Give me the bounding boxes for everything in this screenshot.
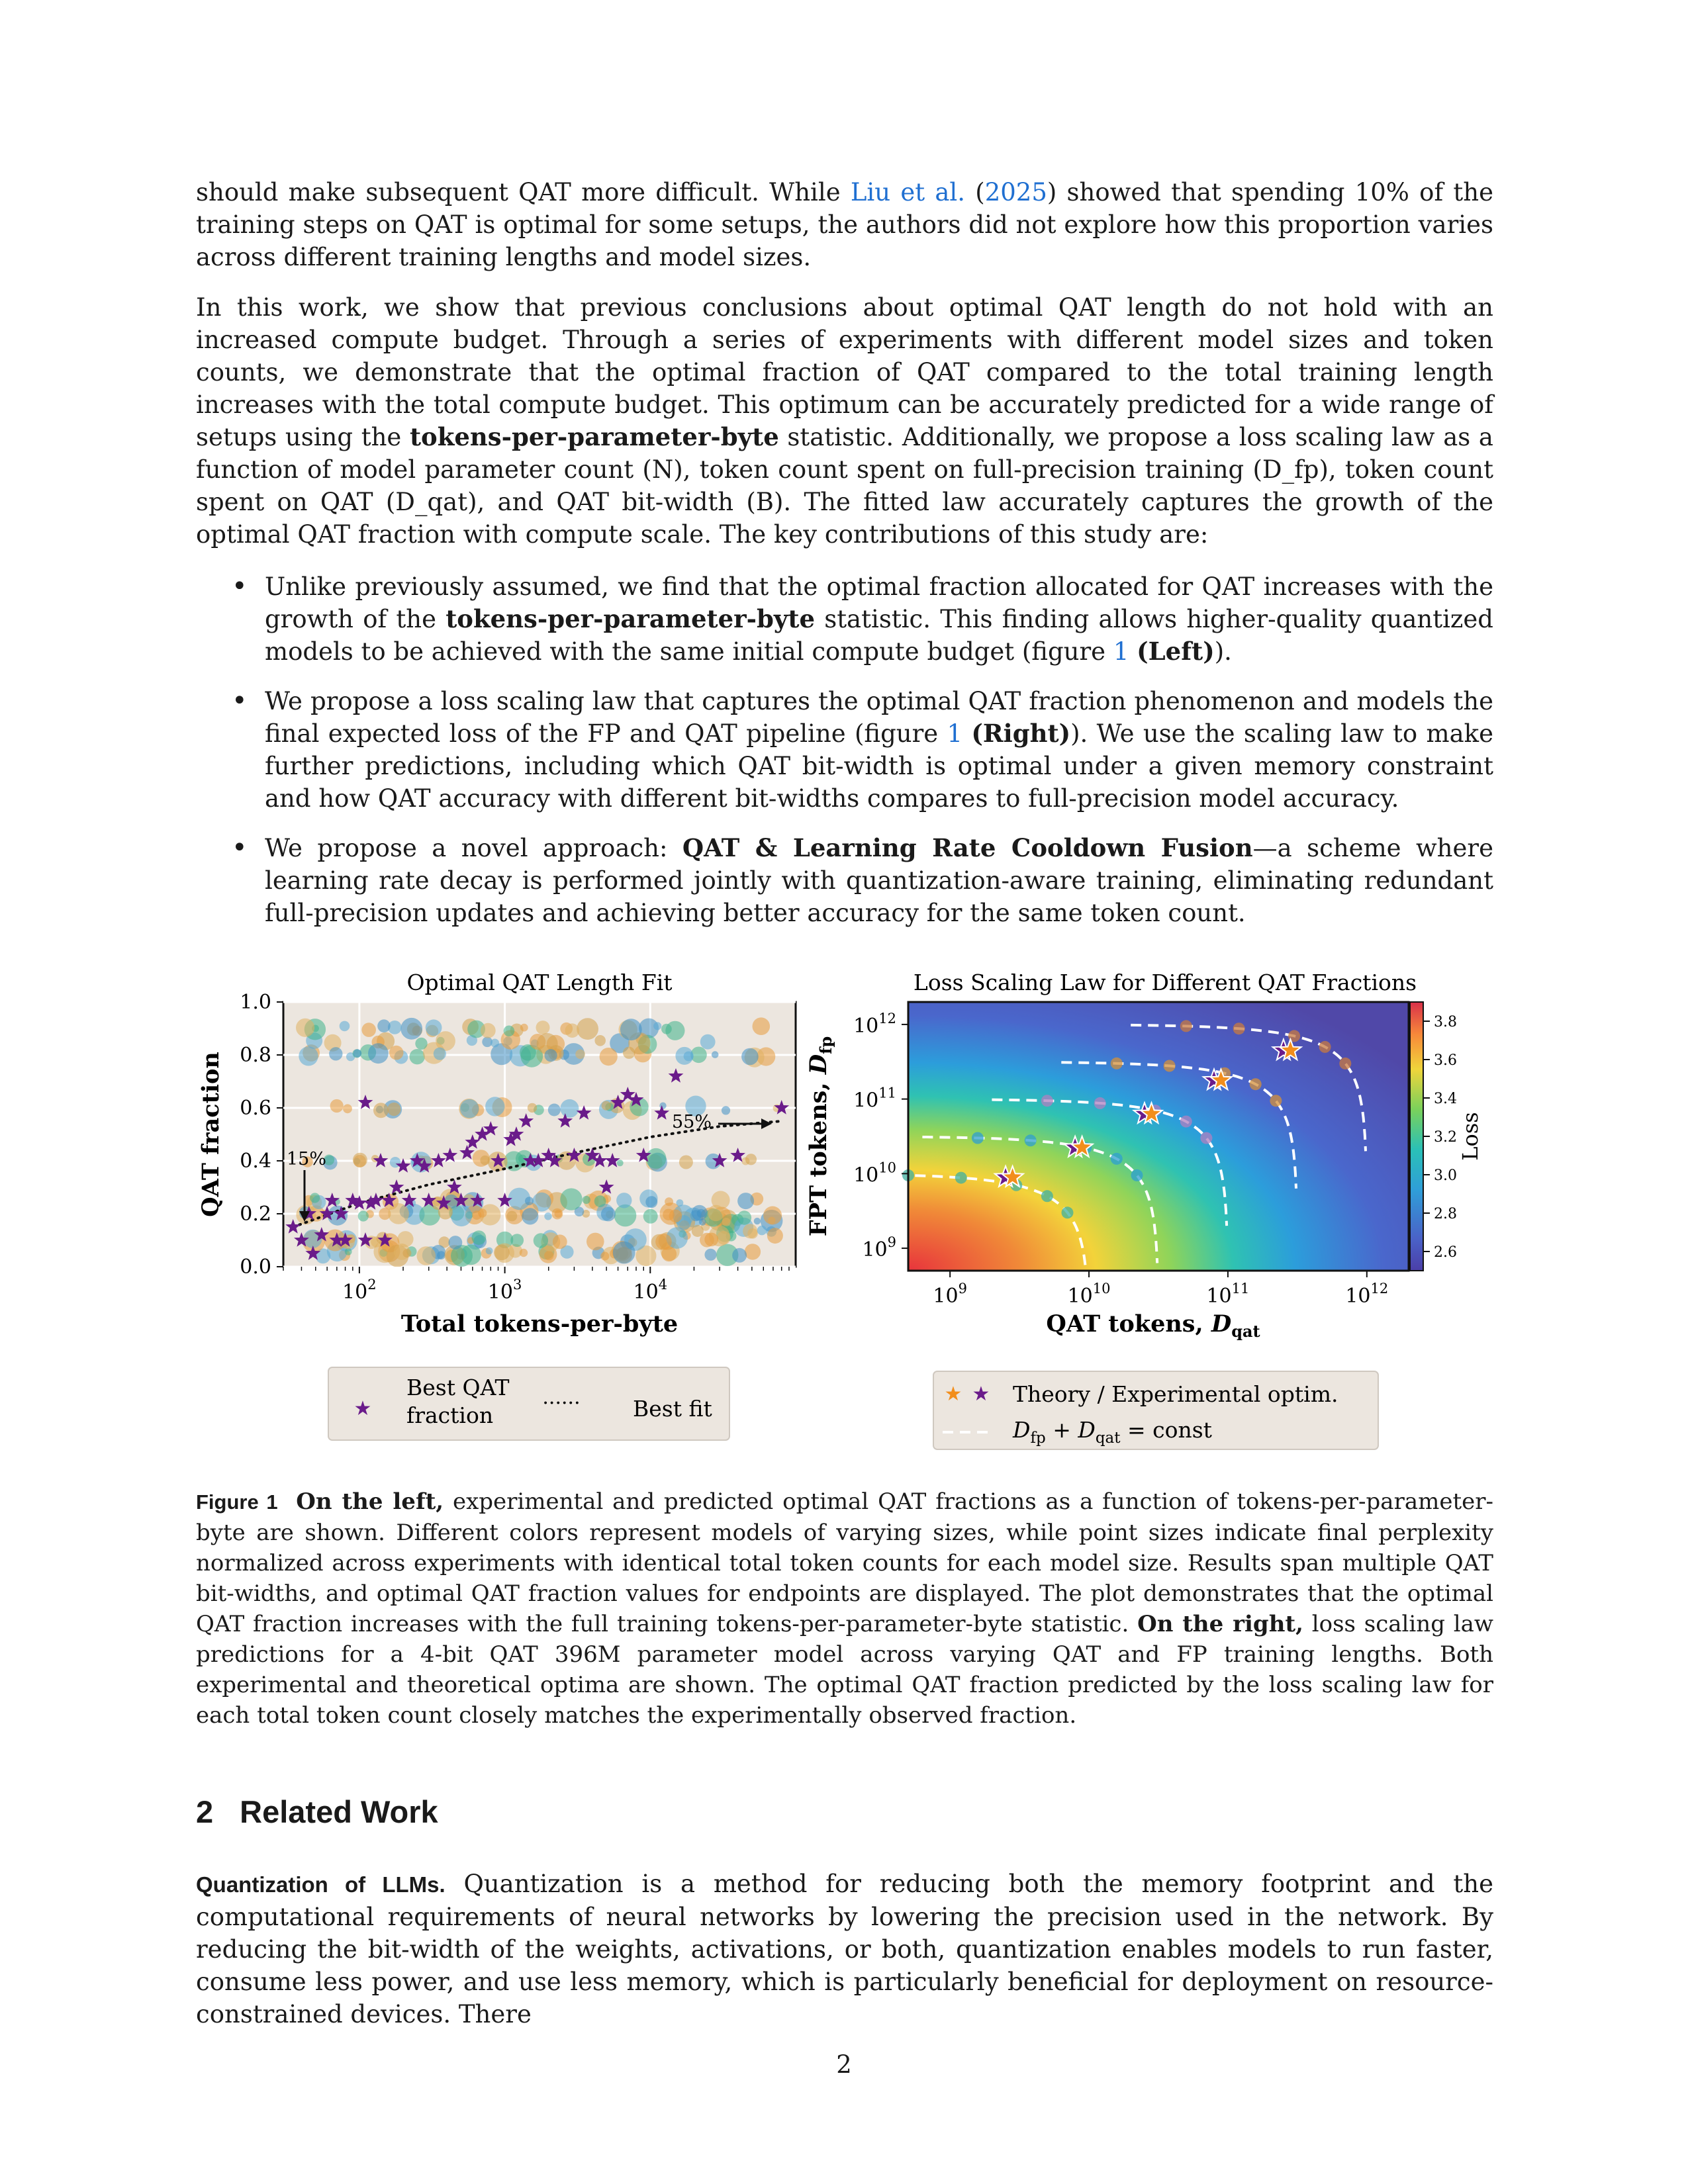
bubble-point — [522, 1208, 538, 1224]
bubble-point — [340, 1021, 350, 1032]
bubble-point — [520, 1024, 528, 1032]
bubble-point — [763, 1206, 782, 1225]
bubble-point — [528, 1103, 537, 1113]
bubble-point — [544, 1212, 551, 1220]
bubble-point — [525, 1197, 534, 1205]
right-xlabel: QAT tokens, $D_{qat}$ — [1046, 1310, 1260, 1341]
bubble-point — [486, 1248, 493, 1255]
bubble-point — [692, 1205, 708, 1221]
bubble-point — [494, 1245, 510, 1261]
contribution-3-text: We propose a novel approach: — [265, 834, 682, 862]
legend-star-icon: ★ — [353, 1397, 372, 1420]
subsection-heading: Quantization of LLMs. — [196, 1872, 445, 1897]
bubble-point — [575, 1050, 585, 1060]
section-title: Related Work — [240, 1794, 438, 1829]
bubble-point — [704, 1233, 718, 1247]
figure-ref-link[interactable]: 1 — [1113, 637, 1129, 666]
bubble-point — [600, 1251, 609, 1260]
experiment-point — [1094, 1097, 1106, 1109]
paragraph-2 — [196, 291, 1493, 551]
contribution-3-text-2: —a scheme where learning rate decay is performed jointly with quantization-aware training, eliminating redundant full-precision updates and achieving better accuracy for the same token count. — [265, 834, 1493, 927]
ytick-label: 0.4 — [240, 1150, 271, 1173]
bubble-point — [329, 1047, 342, 1060]
contribution-3 — [232, 832, 1493, 929]
bubble-point — [722, 1106, 730, 1115]
space — [962, 719, 971, 748]
xtick-label: $10^2$ — [342, 1277, 377, 1304]
contribution-2-boldref: (Right) — [971, 719, 1071, 748]
contribution-1-text: Unlike previously assumed, we find that the optimal fraction allocated for QAT increases with the growth of the — [265, 572, 1493, 633]
colorbar-tick-label: 3.0 — [1434, 1167, 1457, 1184]
contribution-3-bold: QAT & Learning Rate Cooldown Fusion — [682, 833, 1253, 862]
bubble-point — [745, 1154, 757, 1165]
legend-dotted-line-icon: ······ — [542, 1392, 581, 1415]
left-xlabel: Total tokens-per-byte — [400, 1310, 679, 1338]
bubble-point — [722, 1218, 731, 1226]
ytick-label: $10^{12}$ — [853, 1010, 896, 1038]
caption-label: Figure 1 — [196, 1490, 278, 1514]
contribution-1-bold: tokens-per-parameter-byte — [445, 604, 815, 633]
bubble-point — [520, 1249, 528, 1257]
subsection-paragraph — [196, 1868, 1493, 2030]
caption-bold-2: On the right, — [1137, 1611, 1303, 1637]
bubble-point — [754, 1218, 761, 1224]
citation-author-link[interactable]: Liu et al. — [850, 178, 966, 206]
bubble-point — [663, 1209, 675, 1221]
ytick-label: 0.0 — [240, 1255, 271, 1279]
bubble-point — [485, 1097, 504, 1116]
contribution-1-end: ). — [1214, 637, 1232, 666]
bubble-point — [613, 1242, 635, 1264]
bubble-point — [620, 1019, 642, 1040]
bubble-point — [677, 1199, 684, 1206]
experiment-point — [1041, 1190, 1053, 1202]
bubble-point — [661, 1024, 672, 1034]
bubble-point — [553, 1234, 567, 1249]
right-yticks — [853, 1011, 908, 1261]
bubble-point — [481, 1023, 496, 1038]
colorbar-tick-label: 3.2 — [1434, 1129, 1457, 1146]
bubble-point — [708, 1205, 724, 1222]
bubble-point — [692, 1225, 704, 1237]
figure-ref-link[interactable]: 1 — [947, 719, 963, 748]
figure-caption — [196, 1486, 1493, 1731]
figure-1 — [0, 953, 1688, 1482]
bubble-point — [643, 1209, 658, 1224]
annotation-15: 15% — [287, 1149, 327, 1169]
experiment-point — [1180, 1020, 1192, 1032]
bubble-point — [389, 1046, 404, 1060]
ytick-label: 1.0 — [240, 991, 271, 1014]
colorbar — [1410, 1002, 1423, 1271]
bubble-point — [545, 1049, 557, 1062]
bubble-point — [310, 1193, 320, 1203]
bubble-point — [655, 1234, 672, 1250]
bubble-point — [560, 1188, 582, 1210]
experiment-point — [1200, 1132, 1212, 1144]
legend-line-label: Best fit — [633, 1396, 712, 1422]
experiment-point — [1250, 1078, 1262, 1090]
bubble-point — [451, 1205, 472, 1226]
colorbar-tick-label: 3.6 — [1434, 1052, 1457, 1069]
bubble-point — [645, 1196, 657, 1208]
bubble-point — [617, 1160, 624, 1166]
bubble-point — [387, 1103, 400, 1116]
bubble-point — [373, 1103, 389, 1118]
xtick-label: $10^9$ — [933, 1281, 967, 1308]
bubble-point — [296, 1019, 314, 1037]
bubble-point — [377, 1019, 391, 1032]
paragraph-1 — [196, 176, 1493, 273]
experiment-point — [955, 1172, 967, 1184]
bubble-point — [504, 1026, 515, 1037]
legend-const-label: $D_{fp} + D_{qat}$ = const — [1013, 1417, 1212, 1447]
citation-paren: ( — [965, 178, 985, 206]
page-number: 2 — [836, 2050, 852, 2079]
experiment-point — [972, 1132, 984, 1144]
bubble-point — [417, 1246, 436, 1265]
xtick-label: $10^{11}$ — [1206, 1281, 1250, 1308]
left-chart-title: Optimal QAT Length Fit — [406, 970, 673, 995]
experiment-point — [1111, 1153, 1123, 1165]
bubble-point — [594, 1035, 606, 1046]
bubble-point — [402, 1249, 411, 1257]
bubble-point — [745, 1244, 761, 1259]
experiment-point — [1180, 1116, 1192, 1128]
bubble-point — [560, 1099, 579, 1118]
bubble-point — [753, 1017, 771, 1035]
bubble-point — [507, 1211, 518, 1222]
bubble-point — [675, 1047, 693, 1065]
bubble-point — [737, 1193, 754, 1209]
bubble-point — [472, 1230, 487, 1245]
experiment-point — [1233, 1023, 1245, 1034]
colorbar-tick-label: 2.8 — [1434, 1206, 1457, 1222]
bubble-point — [659, 1103, 666, 1109]
bubble-point — [368, 1043, 389, 1064]
experiment-point — [1041, 1095, 1053, 1107]
colorbar-tick-label: 3.4 — [1434, 1091, 1457, 1107]
contribution-2-text-2: ). We use the scaling law to make further predictions, including which QAT bit-width is optimal under a given memory constraint and how QAT accuracy with different bit-widths compares to full-precision model accuracy. — [265, 719, 1493, 813]
paragraph-2-bold: tokens-per-parameter-byte — [409, 422, 779, 451]
ytick-label: $10^9$ — [862, 1234, 896, 1262]
bubble-point — [737, 1210, 751, 1224]
bubble-point — [577, 1018, 598, 1040]
experiment-point — [1270, 1095, 1282, 1107]
bubble-point — [586, 1233, 604, 1251]
bubble-point — [732, 1248, 747, 1263]
bubble-point — [361, 1023, 376, 1037]
legend-optim-label: Theory / Experimental optim. — [1013, 1381, 1338, 1407]
bubble-point — [544, 1251, 553, 1260]
caption-text-2: loss scaling law predictions for a 4-bit QAT 396M parameter model across varying QAT and FP training lengths. Both experimental and theoretical optima are shown. The optimal QAT fraction predicted by the loss scaling law for each total token count closely matches the experimentally observed fraction. — [196, 1611, 1493, 1729]
experiment-point — [1062, 1206, 1074, 1218]
legend-theory-star-icon: ★ — [944, 1383, 962, 1406]
bubble-point — [536, 1021, 550, 1034]
ytick-label: 0.6 — [240, 1097, 271, 1120]
experiment-point — [1025, 1134, 1037, 1146]
section-number: 2 — [196, 1794, 214, 1829]
paragraph-2-text-2: statistic. Additionally, we propose a loss scaling law as a function of model parameter count (N), token count spent on full-precision training (D_fp), token count spent on QAT (D_qat), and QAT bit-width (B). The fitted law accurately captures the growth of the optimal QAT fraction with compute scale. The key contributions of this study are: — [196, 423, 1493, 549]
bubble-point — [510, 1234, 524, 1247]
experiment-point — [1111, 1058, 1123, 1069]
bubble-point — [757, 1226, 767, 1236]
bubble-point — [747, 1228, 758, 1239]
bubble-point — [343, 1104, 352, 1113]
bubble-point — [534, 1233, 548, 1248]
paragraph-1-text: should make subsequent QAT more difficult. While — [196, 178, 851, 206]
contribution-1-text-2: statistic. This finding allows higher-quality quantized models to be achieved with the same initial compute budget (figure — [265, 605, 1493, 666]
ytick-label: $10^{11}$ — [853, 1085, 896, 1113]
colorbar-tick-label: 2.6 — [1434, 1244, 1457, 1261]
bubble-point — [415, 1038, 427, 1050]
paragraph-2-text: In this work, we show that previous conclusions about optimal QAT length do not hold with an increased compute budget. Through a series of experiments with different model sizes and token counts, we demonstrate that the optimal fraction of QAT compared to the total training length increases with the total compute budget. This optimum can be accurately predicted for a wide range of setups using the — [196, 293, 1493, 451]
bubble-point — [353, 1049, 362, 1058]
bubble-point — [767, 1228, 783, 1244]
experiment-point — [1339, 1058, 1351, 1069]
contributions-list — [232, 570, 1493, 946]
xtick-label: $10^3$ — [487, 1277, 522, 1304]
right-ylabel: FPT tokens, $D_{fp}$ — [805, 1036, 835, 1237]
paragraph-1-text-2: ) showed that spending 10% of the training steps on QAT is optimal for some setups, the authors did not explore how this proportion varies across different training lengths and model sizes. — [196, 178, 1493, 271]
bubble-point — [583, 1196, 590, 1204]
caption-text-1: experimental and predicted optimal QAT fractions as a function of tokens-per-parameter-byte are shown. Different colors represent models of varying sizes, while point sizes indicate final perplexity normalized across experiments with identical total token counts for each model size. Results span multiple QAT bit-widths, and optimal QAT fraction values for endpoints are displayed. The plot demonstrates that the optimal QAT fraction increases with the full training tokens-per-parameter-byte statistic. — [196, 1488, 1493, 1637]
xtick-label: $10^{12}$ — [1345, 1281, 1389, 1308]
bubble-point — [345, 1248, 352, 1255]
left-xticks — [283, 1267, 789, 1304]
bubble-point — [600, 1048, 618, 1066]
bubble-point — [712, 1051, 719, 1058]
ytick-label: $10^{10}$ — [853, 1160, 896, 1187]
space — [1129, 637, 1137, 666]
contribution-2-text: We propose a loss scaling law that captures the optimal QAT fraction phenomenon and models the final expected loss of the FP and QAT pipeline (figure — [265, 687, 1493, 748]
bubble-point — [400, 1018, 422, 1040]
section-heading — [196, 1794, 465, 1830]
right-chart-title: Loss Scaling Law for Different QAT Fractions — [913, 970, 1417, 995]
bubble-point — [704, 1249, 716, 1261]
bubble-point — [330, 1099, 344, 1113]
bubble-point — [552, 1208, 563, 1220]
colorbar-ticks — [1423, 1014, 1457, 1261]
bubble-point — [741, 1048, 759, 1066]
bubble-point — [434, 1048, 446, 1060]
contribution-2 — [232, 685, 1493, 815]
colorbar-tick-label: 3.8 — [1434, 1014, 1457, 1030]
legend-experimental-star-icon: ★ — [972, 1383, 990, 1406]
colorbar-label: Loss — [1458, 1112, 1483, 1161]
bubble-point — [700, 1034, 716, 1050]
left-ylabel: QAT fraction — [197, 1052, 224, 1217]
contribution-1-boldref: (Left) — [1137, 637, 1215, 666]
experiment-point — [1164, 1060, 1176, 1072]
bubble-point — [646, 1148, 667, 1169]
bubble-point — [299, 1046, 318, 1066]
contribution-1 — [232, 570, 1493, 668]
bubble-point — [410, 1049, 425, 1064]
bubble-point — [594, 1195, 606, 1207]
caption-bold-1: On the left, — [296, 1488, 444, 1515]
right-xticks — [933, 1271, 1388, 1308]
bubble-point — [480, 1156, 490, 1165]
bubble-point — [653, 1022, 661, 1030]
bubble-point — [548, 1104, 561, 1116]
subsection-text: Quantization is a method for reducing both the memory footprint and the computational requirements of neural networks by lowering the precision used in the network. By reducing the bit-width of the weights, activations, or both, quantization enables models to run faster, consume less power, and use less memory, which is particularly beneficial for deployment on resource-constrained devices. There — [196, 1870, 1493, 2028]
bubble-point — [358, 1210, 369, 1221]
bubble-point — [460, 1099, 479, 1118]
ytick-label: 0.8 — [240, 1044, 271, 1067]
legend-star-label-2: fraction — [406, 1402, 494, 1428]
experiment-point — [1319, 1041, 1331, 1053]
bubble-point — [353, 1153, 367, 1167]
bubble-point — [449, 1236, 463, 1250]
xtick-label: $10^4$ — [633, 1277, 668, 1304]
xtick-label: $10^{10}$ — [1067, 1281, 1111, 1308]
bubble-point — [601, 1206, 616, 1221]
bubble-point — [679, 1156, 693, 1169]
annotation-55: 55% — [672, 1112, 712, 1132]
bubble-point — [565, 1023, 580, 1038]
citation-year-link[interactable]: 2025 — [984, 178, 1047, 206]
experiment-point — [1131, 1169, 1143, 1181]
bubble-point — [388, 1203, 409, 1224]
bubble-point — [491, 1039, 499, 1048]
bubble-point — [478, 1208, 487, 1217]
bubble-point — [616, 1193, 632, 1208]
ytick-label: 0.2 — [240, 1203, 271, 1226]
left-yticks — [240, 991, 283, 1279]
bubble-point — [437, 1251, 445, 1259]
bubble-point — [602, 1101, 611, 1111]
legend-star-label-1: Best QAT — [406, 1375, 510, 1400]
